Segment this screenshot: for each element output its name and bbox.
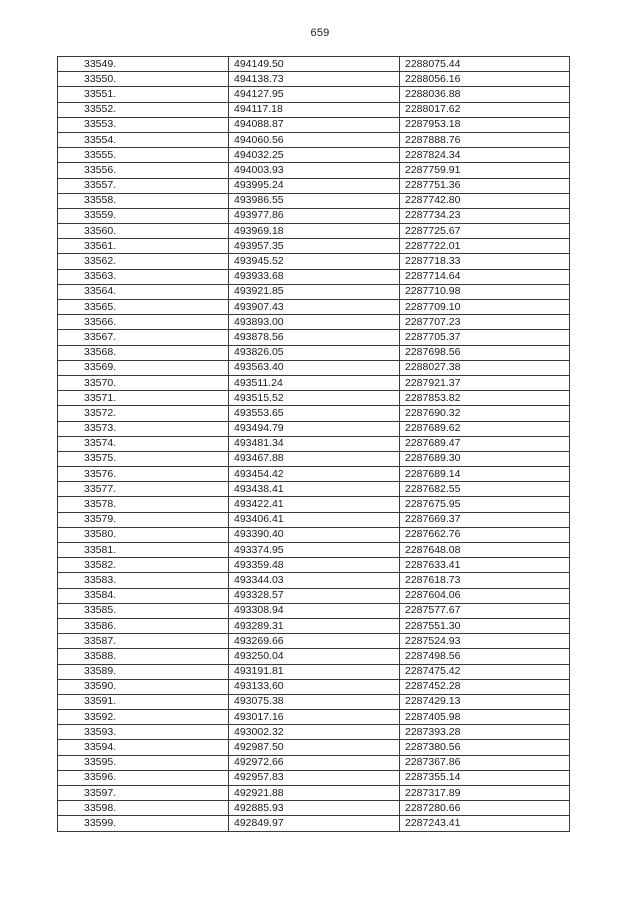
coordinates-table-body [58,57,570,832]
x-coordinate-cell: 493515.52 [229,391,400,406]
x-coordinate-cell: 493454.42 [229,467,400,482]
y-coordinate-cell: 2287751.36 [400,178,570,193]
table-row [58,117,570,132]
point-number-cell: 33555. [58,148,229,163]
table-row [58,770,570,785]
y-coordinate-cell: 2287405.98 [400,710,570,725]
y-coordinate-cell: 2287707.23 [400,315,570,330]
point-number-cell: 33571. [58,391,229,406]
point-number-cell: 33580. [58,527,229,542]
table-row [58,679,570,694]
point-number-cell: 33589. [58,664,229,679]
table-row [58,406,570,421]
y-coordinate-cell: 2287689.62 [400,421,570,436]
x-coordinate-cell: 493344.03 [229,573,400,588]
y-coordinate-cell: 2287618.73 [400,573,570,588]
point-number-cell: 33556. [58,163,229,178]
x-coordinate-cell: 493374.95 [229,543,400,558]
x-coordinate-cell: 493969.18 [229,224,400,239]
table-row [58,618,570,633]
point-number-cell: 33578. [58,497,229,512]
table-row [58,208,570,223]
y-coordinate-cell: 2287498.56 [400,649,570,664]
point-number-cell: 33577. [58,482,229,497]
x-coordinate-cell: 493957.35 [229,239,400,254]
table-row [58,634,570,649]
x-coordinate-cell: 492957.83 [229,770,400,785]
point-number-cell: 33583. [58,573,229,588]
point-number-cell: 33587. [58,634,229,649]
x-coordinate-cell: 493075.38 [229,694,400,709]
y-coordinate-cell: 2287888.76 [400,132,570,147]
table-row [58,391,570,406]
x-coordinate-cell: 493308.94 [229,603,400,618]
y-coordinate-cell: 2287689.30 [400,451,570,466]
table-row [58,345,570,360]
table-row [58,603,570,618]
y-coordinate-cell: 2287662.76 [400,527,570,542]
x-coordinate-cell: 493250.04 [229,649,400,664]
x-coordinate-cell: 492921.88 [229,786,400,801]
table-row [58,527,570,542]
table-row [58,649,570,664]
y-coordinate-cell: 2287280.66 [400,801,570,816]
point-number-cell: 33561. [58,239,229,254]
point-number-cell: 33591. [58,694,229,709]
y-coordinate-cell: 2287705.37 [400,330,570,345]
x-coordinate-cell: 493933.68 [229,269,400,284]
point-number-cell: 33562. [58,254,229,269]
y-coordinate-cell: 2287633.41 [400,558,570,573]
x-coordinate-cell: 494117.18 [229,102,400,117]
y-coordinate-cell: 2287355.14 [400,770,570,785]
table-row [58,694,570,709]
x-coordinate-cell: 494138.73 [229,72,400,87]
table-row [58,710,570,725]
x-coordinate-cell: 493438.41 [229,482,400,497]
x-coordinate-cell: 493406.41 [229,512,400,527]
x-coordinate-cell: 492987.50 [229,740,400,755]
table-row [58,786,570,801]
x-coordinate-cell: 493390.40 [229,527,400,542]
table-row [58,436,570,451]
x-coordinate-cell: 493563.40 [229,360,400,375]
point-number-cell: 33586. [58,618,229,633]
y-coordinate-cell: 2287577.67 [400,603,570,618]
table-row [58,451,570,466]
x-coordinate-cell: 493269.66 [229,634,400,649]
x-coordinate-cell: 494032.25 [229,148,400,163]
x-coordinate-cell: 493995.24 [229,178,400,193]
table-row [58,664,570,679]
point-number-cell: 33563. [58,269,229,284]
table-row [58,148,570,163]
y-coordinate-cell: 2287675.95 [400,497,570,512]
y-coordinate-cell: 2287524.93 [400,634,570,649]
y-coordinate-cell: 2287551.30 [400,618,570,633]
y-coordinate-cell: 2287725.67 [400,224,570,239]
point-number-cell: 33570. [58,375,229,390]
y-coordinate-cell: 2287475.42 [400,664,570,679]
point-number-cell: 33566. [58,315,229,330]
point-number-cell: 33550. [58,72,229,87]
y-coordinate-cell: 2287317.89 [400,786,570,801]
table-row [58,360,570,375]
y-coordinate-cell: 2287734.23 [400,208,570,223]
table-row [58,193,570,208]
point-number-cell: 33585. [58,603,229,618]
point-number-cell: 33569. [58,360,229,375]
table-row [58,132,570,147]
table-row [58,163,570,178]
point-number-cell: 33560. [58,224,229,239]
point-number-cell: 33573. [58,421,229,436]
y-coordinate-cell: 2287718.33 [400,254,570,269]
point-number-cell: 33588. [58,649,229,664]
x-coordinate-cell: 494088.87 [229,117,400,132]
table-row [58,467,570,482]
page-number: 659 [310,27,330,39]
x-coordinate-cell: 493921.85 [229,284,400,299]
table-row [58,725,570,740]
x-coordinate-cell: 494127.95 [229,87,400,102]
y-coordinate-cell: 2287604.06 [400,588,570,603]
point-number-cell: 33568. [58,345,229,360]
y-coordinate-cell: 2287722.01 [400,239,570,254]
y-coordinate-cell: 2287742.80 [400,193,570,208]
x-coordinate-cell: 493977.86 [229,208,400,223]
x-coordinate-cell: 493553.65 [229,406,400,421]
x-coordinate-cell: 493002.32 [229,725,400,740]
table-row [58,755,570,770]
y-coordinate-cell: 2287367.86 [400,755,570,770]
point-number-cell: 33554. [58,132,229,147]
table-row [58,558,570,573]
x-coordinate-cell: 494060.56 [229,132,400,147]
point-number-cell: 33549. [58,57,229,72]
x-coordinate-cell: 492885.93 [229,801,400,816]
point-number-cell: 33553. [58,117,229,132]
y-coordinate-cell: 2287690.32 [400,406,570,421]
table-row [58,315,570,330]
point-number-cell: 33564. [58,284,229,299]
table-row [58,497,570,512]
y-coordinate-cell: 2287689.47 [400,436,570,451]
y-coordinate-cell: 2287682.55 [400,482,570,497]
y-coordinate-cell: 2288036.88 [400,87,570,102]
point-number-cell: 33572. [58,406,229,421]
x-coordinate-cell: 492849.97 [229,816,400,831]
point-number-cell: 33598. [58,801,229,816]
y-coordinate-cell: 2288027.38 [400,360,570,375]
x-coordinate-cell: 494003.93 [229,163,400,178]
point-number-cell: 33593. [58,725,229,740]
table-row [58,57,570,72]
table-row [58,269,570,284]
x-coordinate-cell: 493133.60 [229,679,400,694]
point-number-cell: 33596. [58,770,229,785]
y-coordinate-cell: 2287824.34 [400,148,570,163]
x-coordinate-cell: 493907.43 [229,300,400,315]
y-coordinate-cell: 2287669.37 [400,512,570,527]
table-row [58,284,570,299]
table-row [58,801,570,816]
y-coordinate-cell: 2288017.62 [400,102,570,117]
point-number-cell: 33579. [58,512,229,527]
table-row [58,543,570,558]
table-row [58,300,570,315]
table-row [58,740,570,755]
y-coordinate-cell: 2287953.18 [400,117,570,132]
y-coordinate-cell: 2287380.56 [400,740,570,755]
x-coordinate-cell: 493328.57 [229,588,400,603]
point-number-cell: 33576. [58,467,229,482]
point-number-cell: 33552. [58,102,229,117]
point-number-cell: 33581. [58,543,229,558]
coordinates-table [57,56,570,832]
point-number-cell: 33590. [58,679,229,694]
y-coordinate-cell: 2287853.82 [400,391,570,406]
x-coordinate-cell: 492972.66 [229,755,400,770]
point-number-cell: 33592. [58,710,229,725]
point-number-cell: 33567. [58,330,229,345]
table-row [58,512,570,527]
table-row [58,72,570,87]
x-coordinate-cell: 493467.88 [229,451,400,466]
x-coordinate-cell: 493481.34 [229,436,400,451]
point-number-cell: 33557. [58,178,229,193]
point-number-cell: 33595. [58,755,229,770]
x-coordinate-cell: 493945.52 [229,254,400,269]
x-coordinate-cell: 493191.81 [229,664,400,679]
x-coordinate-cell: 493017.16 [229,710,400,725]
y-coordinate-cell: 2288056.16 [400,72,570,87]
y-coordinate-cell: 2287393.28 [400,725,570,740]
table-row [58,375,570,390]
point-number-cell: 33565. [58,300,229,315]
x-coordinate-cell: 493511.24 [229,375,400,390]
y-coordinate-cell: 2287714.64 [400,269,570,284]
y-coordinate-cell: 2287243.41 [400,816,570,831]
y-coordinate-cell: 2287759.91 [400,163,570,178]
y-coordinate-cell: 2287709.10 [400,300,570,315]
x-coordinate-cell: 494149.50 [229,57,400,72]
y-coordinate-cell: 2288075.44 [400,57,570,72]
y-coordinate-cell: 2287698.56 [400,345,570,360]
table-row [58,482,570,497]
x-coordinate-cell: 493289.31 [229,618,400,633]
table-row [58,330,570,345]
point-number-cell: 33584. [58,588,229,603]
table-row [58,178,570,193]
x-coordinate-cell: 493986.55 [229,193,400,208]
table-row [58,224,570,239]
point-number-cell: 33594. [58,740,229,755]
point-number-cell: 33574. [58,436,229,451]
table-row [58,573,570,588]
table-row [58,588,570,603]
table-row [58,421,570,436]
x-coordinate-cell: 493893.00 [229,315,400,330]
table-row [58,87,570,102]
table-row [58,254,570,269]
point-number-cell: 33558. [58,193,229,208]
table-row [58,239,570,254]
point-number-cell: 33559. [58,208,229,223]
x-coordinate-cell: 493422.41 [229,497,400,512]
y-coordinate-cell: 2287452.28 [400,679,570,694]
y-coordinate-cell: 2287429.13 [400,694,570,709]
x-coordinate-cell: 493494.79 [229,421,400,436]
point-number-cell: 33597. [58,786,229,801]
y-coordinate-cell: 2287710.98 [400,284,570,299]
point-number-cell: 33575. [58,451,229,466]
x-coordinate-cell: 493359.48 [229,558,400,573]
point-number-cell: 33582. [58,558,229,573]
table-row [58,102,570,117]
table-row [58,816,570,831]
y-coordinate-cell: 2287648.08 [400,543,570,558]
point-number-cell: 33599. [58,816,229,831]
point-number-cell: 33551. [58,87,229,102]
y-coordinate-cell: 2287689.14 [400,467,570,482]
x-coordinate-cell: 493878.56 [229,330,400,345]
x-coordinate-cell: 493826.05 [229,345,400,360]
y-coordinate-cell: 2287921.37 [400,375,570,390]
